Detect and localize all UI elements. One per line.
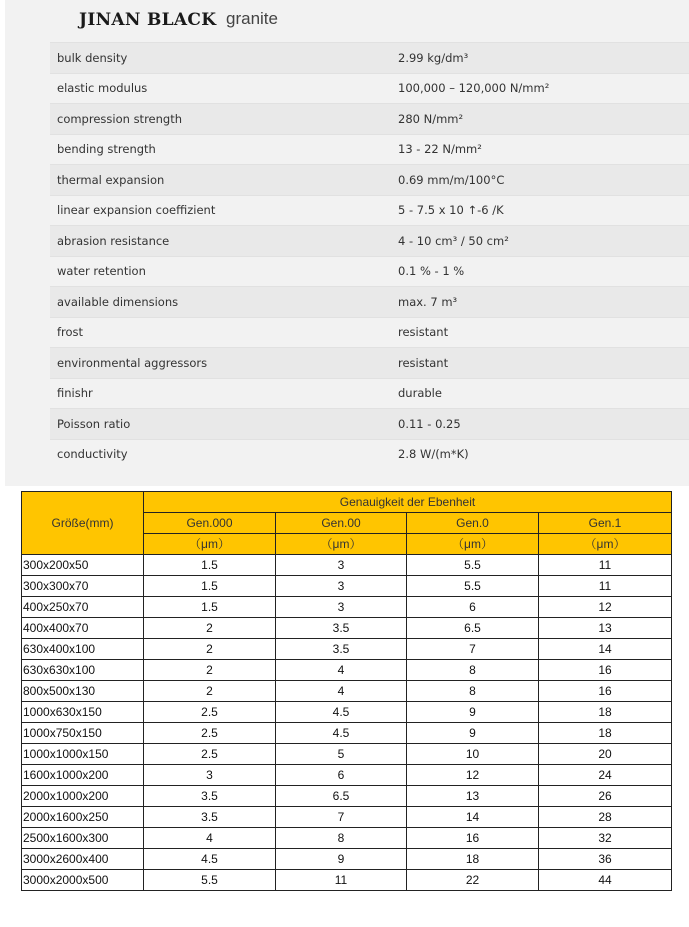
size-cell: 630x630x100	[22, 660, 144, 681]
tolerance-cell: 7	[276, 807, 407, 828]
property-value: 0.1 % - 1 %	[393, 256, 689, 287]
property-label: linear expansion coeffizient	[50, 195, 393, 226]
tolerance-cell: 3	[276, 555, 407, 576]
tolerance-cell: 36	[539, 849, 672, 870]
property-value: 2.99 kg/dm³	[393, 43, 689, 74]
property-row	[50, 43, 689, 74]
tolerance-cell: 8	[276, 828, 407, 849]
size-cell: 1000x630x150	[22, 702, 144, 723]
tolerance-cell: 6	[407, 597, 539, 618]
tolerance-cell: 14	[407, 807, 539, 828]
property-row	[50, 134, 689, 165]
unit-header: （μm）	[144, 534, 276, 555]
property-value: 5 - 7.5 x 10 ↑-6 /K	[393, 195, 689, 226]
properties-table	[50, 42, 689, 469]
size-cell: 3000x2600x400	[22, 849, 144, 870]
size-cell: 300x200x50	[22, 555, 144, 576]
size-cell: 2000x1000x200	[22, 786, 144, 807]
table-row	[22, 702, 672, 723]
tolerance-cell: 4	[276, 660, 407, 681]
tolerance-cell: 12	[539, 597, 672, 618]
property-row	[50, 317, 689, 348]
tolerance-cell: 18	[539, 723, 672, 744]
property-value: resistant	[393, 317, 689, 348]
tolerance-cell: 16	[407, 828, 539, 849]
tolerance-cell: 6.5	[407, 618, 539, 639]
property-label: thermal expansion	[50, 165, 393, 196]
title-bar	[5, 0, 689, 42]
tolerance-cell: 5.5	[407, 576, 539, 597]
tolerance-cell: 2.5	[144, 702, 276, 723]
table-row	[22, 744, 672, 765]
tolerance-cell: 4.5	[276, 723, 407, 744]
table-row	[22, 828, 672, 849]
property-value: 0.11 - 0.25	[393, 409, 689, 440]
material-properties-panel	[5, 0, 689, 486]
tolerance-cell: 13	[539, 618, 672, 639]
tolerance-cell: 3	[276, 576, 407, 597]
tolerance-cell: 1.5	[144, 555, 276, 576]
flatness-accuracy-table	[21, 491, 672, 891]
tolerance-cell: 3.5	[144, 807, 276, 828]
size-cell: 400x400x70	[22, 618, 144, 639]
tolerance-cell: 20	[539, 744, 672, 765]
tolerance-cell: 11	[539, 576, 672, 597]
table-row	[22, 807, 672, 828]
table-row	[22, 618, 672, 639]
property-value: 2.8 W/(m*K)	[393, 439, 689, 469]
tolerance-cell: 9	[276, 849, 407, 870]
tolerance-cell: 9	[407, 702, 539, 723]
tolerance-cell: 5.5	[407, 555, 539, 576]
property-value: resistant	[393, 348, 689, 379]
grade-header: Gen.0	[407, 513, 539, 534]
grade-header: Gen.1	[539, 513, 672, 534]
tolerance-cell: 11	[539, 555, 672, 576]
tolerance-cell: 18	[539, 702, 672, 723]
tolerance-cell: 5.5	[144, 870, 276, 891]
property-row	[50, 439, 689, 469]
tolerance-cell: 3.5	[276, 618, 407, 639]
table-row	[22, 639, 672, 660]
table-row	[22, 660, 672, 681]
property-row	[50, 256, 689, 287]
tolerance-cell: 1.5	[144, 597, 276, 618]
tolerance-cell: 8	[407, 681, 539, 702]
tolerance-cell: 24	[539, 765, 672, 786]
tolerance-cell: 7	[407, 639, 539, 660]
tolerance-cell: 12	[407, 765, 539, 786]
tolerance-cell: 8	[407, 660, 539, 681]
tolerance-cell: 3.5	[144, 786, 276, 807]
tolerance-cell: 1.5	[144, 576, 276, 597]
table-row	[22, 555, 672, 576]
property-row	[50, 226, 689, 257]
property-label: conductivity	[50, 439, 393, 469]
table-row	[22, 870, 672, 891]
property-row	[50, 195, 689, 226]
size-cell: 1600x1000x200	[22, 765, 144, 786]
property-row	[50, 73, 689, 104]
property-row	[50, 165, 689, 196]
size-cell: 400x250x70	[22, 597, 144, 618]
tolerance-cell: 4.5	[276, 702, 407, 723]
property-value: max. 7 m³	[393, 287, 689, 318]
tolerance-cell: 4	[144, 828, 276, 849]
property-label: abrasion resistance	[50, 226, 393, 257]
tolerance-cell: 5	[276, 744, 407, 765]
tolerance-cell: 6.5	[276, 786, 407, 807]
property-row	[50, 378, 689, 409]
size-cell: 630x400x100	[22, 639, 144, 660]
size-cell: 1000x1000x150	[22, 744, 144, 765]
tolerance-cell: 2	[144, 681, 276, 702]
tolerance-cell: 3	[144, 765, 276, 786]
property-label: bulk density	[50, 43, 393, 74]
size-cell: 3000x2000x500	[22, 870, 144, 891]
material-subtitle: granite	[226, 9, 278, 28]
table-row	[22, 576, 672, 597]
tolerance-cell: 16	[539, 660, 672, 681]
tolerance-cell: 44	[539, 870, 672, 891]
property-label: finishr	[50, 378, 393, 409]
property-value: 13 - 22 N/mm²	[393, 134, 689, 165]
property-value: 0.69 mm/m/100°C	[393, 165, 689, 196]
size-cell: 2000x1600x250	[22, 807, 144, 828]
tolerance-cell: 6	[276, 765, 407, 786]
tolerance-cell: 4	[276, 681, 407, 702]
header-row-group	[22, 492, 672, 513]
tolerance-cell: 3.5	[276, 639, 407, 660]
property-row	[50, 287, 689, 318]
tolerance-cell: 2.5	[144, 744, 276, 765]
grade-header: Gen.00	[276, 513, 407, 534]
group-header: Genauigkeit der Ebenheit	[144, 492, 672, 513]
tolerance-cell: 22	[407, 870, 539, 891]
tolerance-cell: 32	[539, 828, 672, 849]
property-label: available dimensions	[50, 287, 393, 318]
property-label: compression strength	[50, 104, 393, 135]
size-cell: 800x500x130	[22, 681, 144, 702]
tolerance-cell: 28	[539, 807, 672, 828]
property-row	[50, 104, 689, 135]
tolerance-cell: 16	[539, 681, 672, 702]
property-label: environmental aggressors	[50, 348, 393, 379]
size-header: Größe(mm)	[22, 492, 144, 555]
tolerance-cell: 9	[407, 723, 539, 744]
tolerance-cell: 2	[144, 639, 276, 660]
property-label: water retention	[50, 256, 393, 287]
property-row	[50, 409, 689, 440]
tolerance-cell: 2.5	[144, 723, 276, 744]
table-row	[22, 786, 672, 807]
tolerance-cell: 11	[276, 870, 407, 891]
property-value: 280 N/mm²	[393, 104, 689, 135]
grade-header: Gen.000	[144, 513, 276, 534]
property-value: durable	[393, 378, 689, 409]
tolerance-cell: 26	[539, 786, 672, 807]
table-row	[22, 597, 672, 618]
table-row	[22, 849, 672, 870]
property-label: Poisson ratio	[50, 409, 393, 440]
tolerance-cell: 13	[407, 786, 539, 807]
size-cell: 300x300x70	[22, 576, 144, 597]
property-value: 100,000 – 120,000 N/mm²	[393, 73, 689, 104]
property-value: 4 - 10 cm³ / 50 cm²	[393, 226, 689, 257]
table-row	[22, 765, 672, 786]
property-row	[50, 348, 689, 379]
property-label: frost	[50, 317, 393, 348]
tolerance-cell: 14	[539, 639, 672, 660]
unit-header: （μm）	[539, 534, 672, 555]
size-cell: 2500x1600x300	[22, 828, 144, 849]
material-title: JINAN BLACK	[79, 10, 217, 30]
property-label: bending strength	[50, 134, 393, 165]
table-row	[22, 723, 672, 744]
tolerance-cell: 2	[144, 618, 276, 639]
table-row	[22, 681, 672, 702]
tolerance-cell: 18	[407, 849, 539, 870]
size-cell: 1000x750x150	[22, 723, 144, 744]
tolerance-cell: 3	[276, 597, 407, 618]
tolerance-cell: 10	[407, 744, 539, 765]
unit-header: （μm）	[276, 534, 407, 555]
unit-header: （μm）	[407, 534, 539, 555]
tolerance-cell: 4.5	[144, 849, 276, 870]
property-label: elastic modulus	[50, 73, 393, 104]
tolerance-cell: 2	[144, 660, 276, 681]
